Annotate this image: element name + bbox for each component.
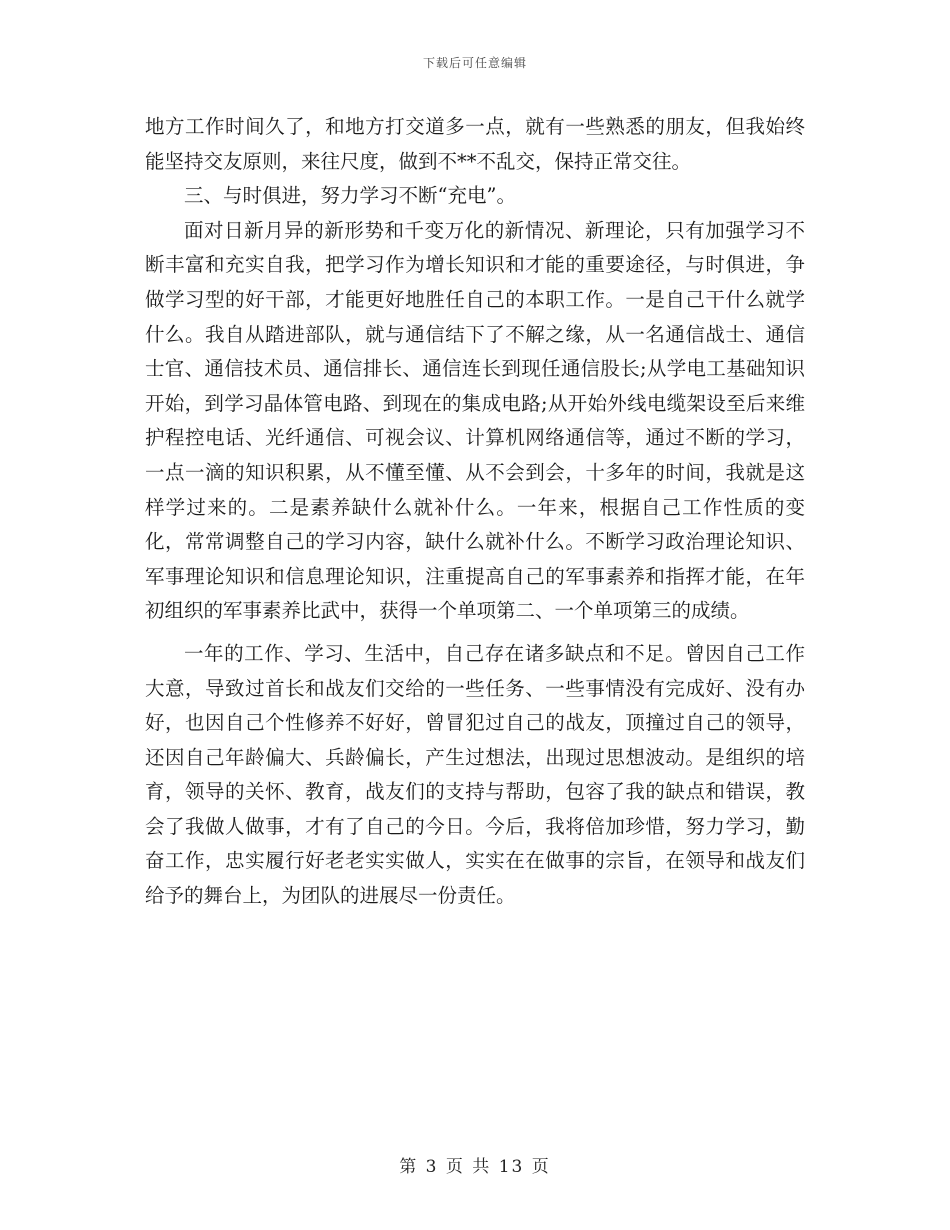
footer-current-page: 3 — [425, 1157, 439, 1177]
footer-suffix: 页 — [531, 1157, 551, 1177]
paragraph-study: 面对日新月异的新形势和千变万化的新情况、新理论，只有加强学习不断丰富和充实自我，把学习作为增长知识和才能的重要途径，与时俱进，争做学习型的好干部，才能更好地胜任自己的本职工作。一是自己干什么就学什么。我自从踏进部队，就与通信结下了不解之缘，从一名通信战士、通信士官、通信技术员、通信排长、通信连长到现任通信股长;从学电工基础知识开始，到学习晶体管电路、到现在的集成电路;从开始外线电缆架设至后来维护程控电话、光纤通信、可视会议、计算机网络通信等，通过不断的学习，一点一滴的知识积累，从不懂至懂、从不会到会，十多年的时间，我就是这样学过来的。二是素养缺什么就补什么。一年来，根据自己工作性质的变化，常常调整自己的学习内容，缺什么就补什么。不断学习政治理论知识、军事理论知识和信息理论知识，注重提高自己的军事素养和指挥才能，在年初组织的军事素养比武中，获得一个单项第二、一个单项第三的成绩。 — [145, 218, 805, 623]
header-note: 下载后可任意编辑 — [422, 56, 527, 70]
paragraph-continuation: 地方工作时间久了，和地方打交道多一点，就有一些熟悉的朋友，但我始终能坚持交友原则，来往尺度，做到不**不乱交，保持正常交往。 — [145, 115, 805, 173]
footer-mid: 页 共 — [445, 1157, 492, 1177]
footer-prefix: 第 — [399, 1157, 419, 1177]
footer-total-pages: 13 — [498, 1157, 525, 1177]
document-body — [145, 110, 805, 914]
paragraph-shortcomings: 一年的工作、学习、生活中，自己存在诸多缺点和不足。曾因自己工作大意，导致过首长和战友们交给的一些任务、一些事情没有完成好、没有办好，也因自己个性修养不好好，曾冒犯过自己的战友，顶撞过自己的领导，还因自己年龄偏大、兵龄偏长，产生过想法，出现过思想波动。是组织的培育，领导的关怀、教育，战友们的支持与帮助，包容了我的缺点和错误，教会了我做人做事，才有了自己的今日。今后，我将倍加珍惜，努力学习，勤奋工作，忠实履行好老老实实做人，实实在在做事的宗旨，在领导和战友们给予的舞台上，为团队的进展尽一份责任。 — [145, 641, 805, 908]
page-footer — [0, 1152, 950, 1177]
section-heading: 三、与时俱进，努力学习不断“充电”。 — [184, 184, 516, 208]
